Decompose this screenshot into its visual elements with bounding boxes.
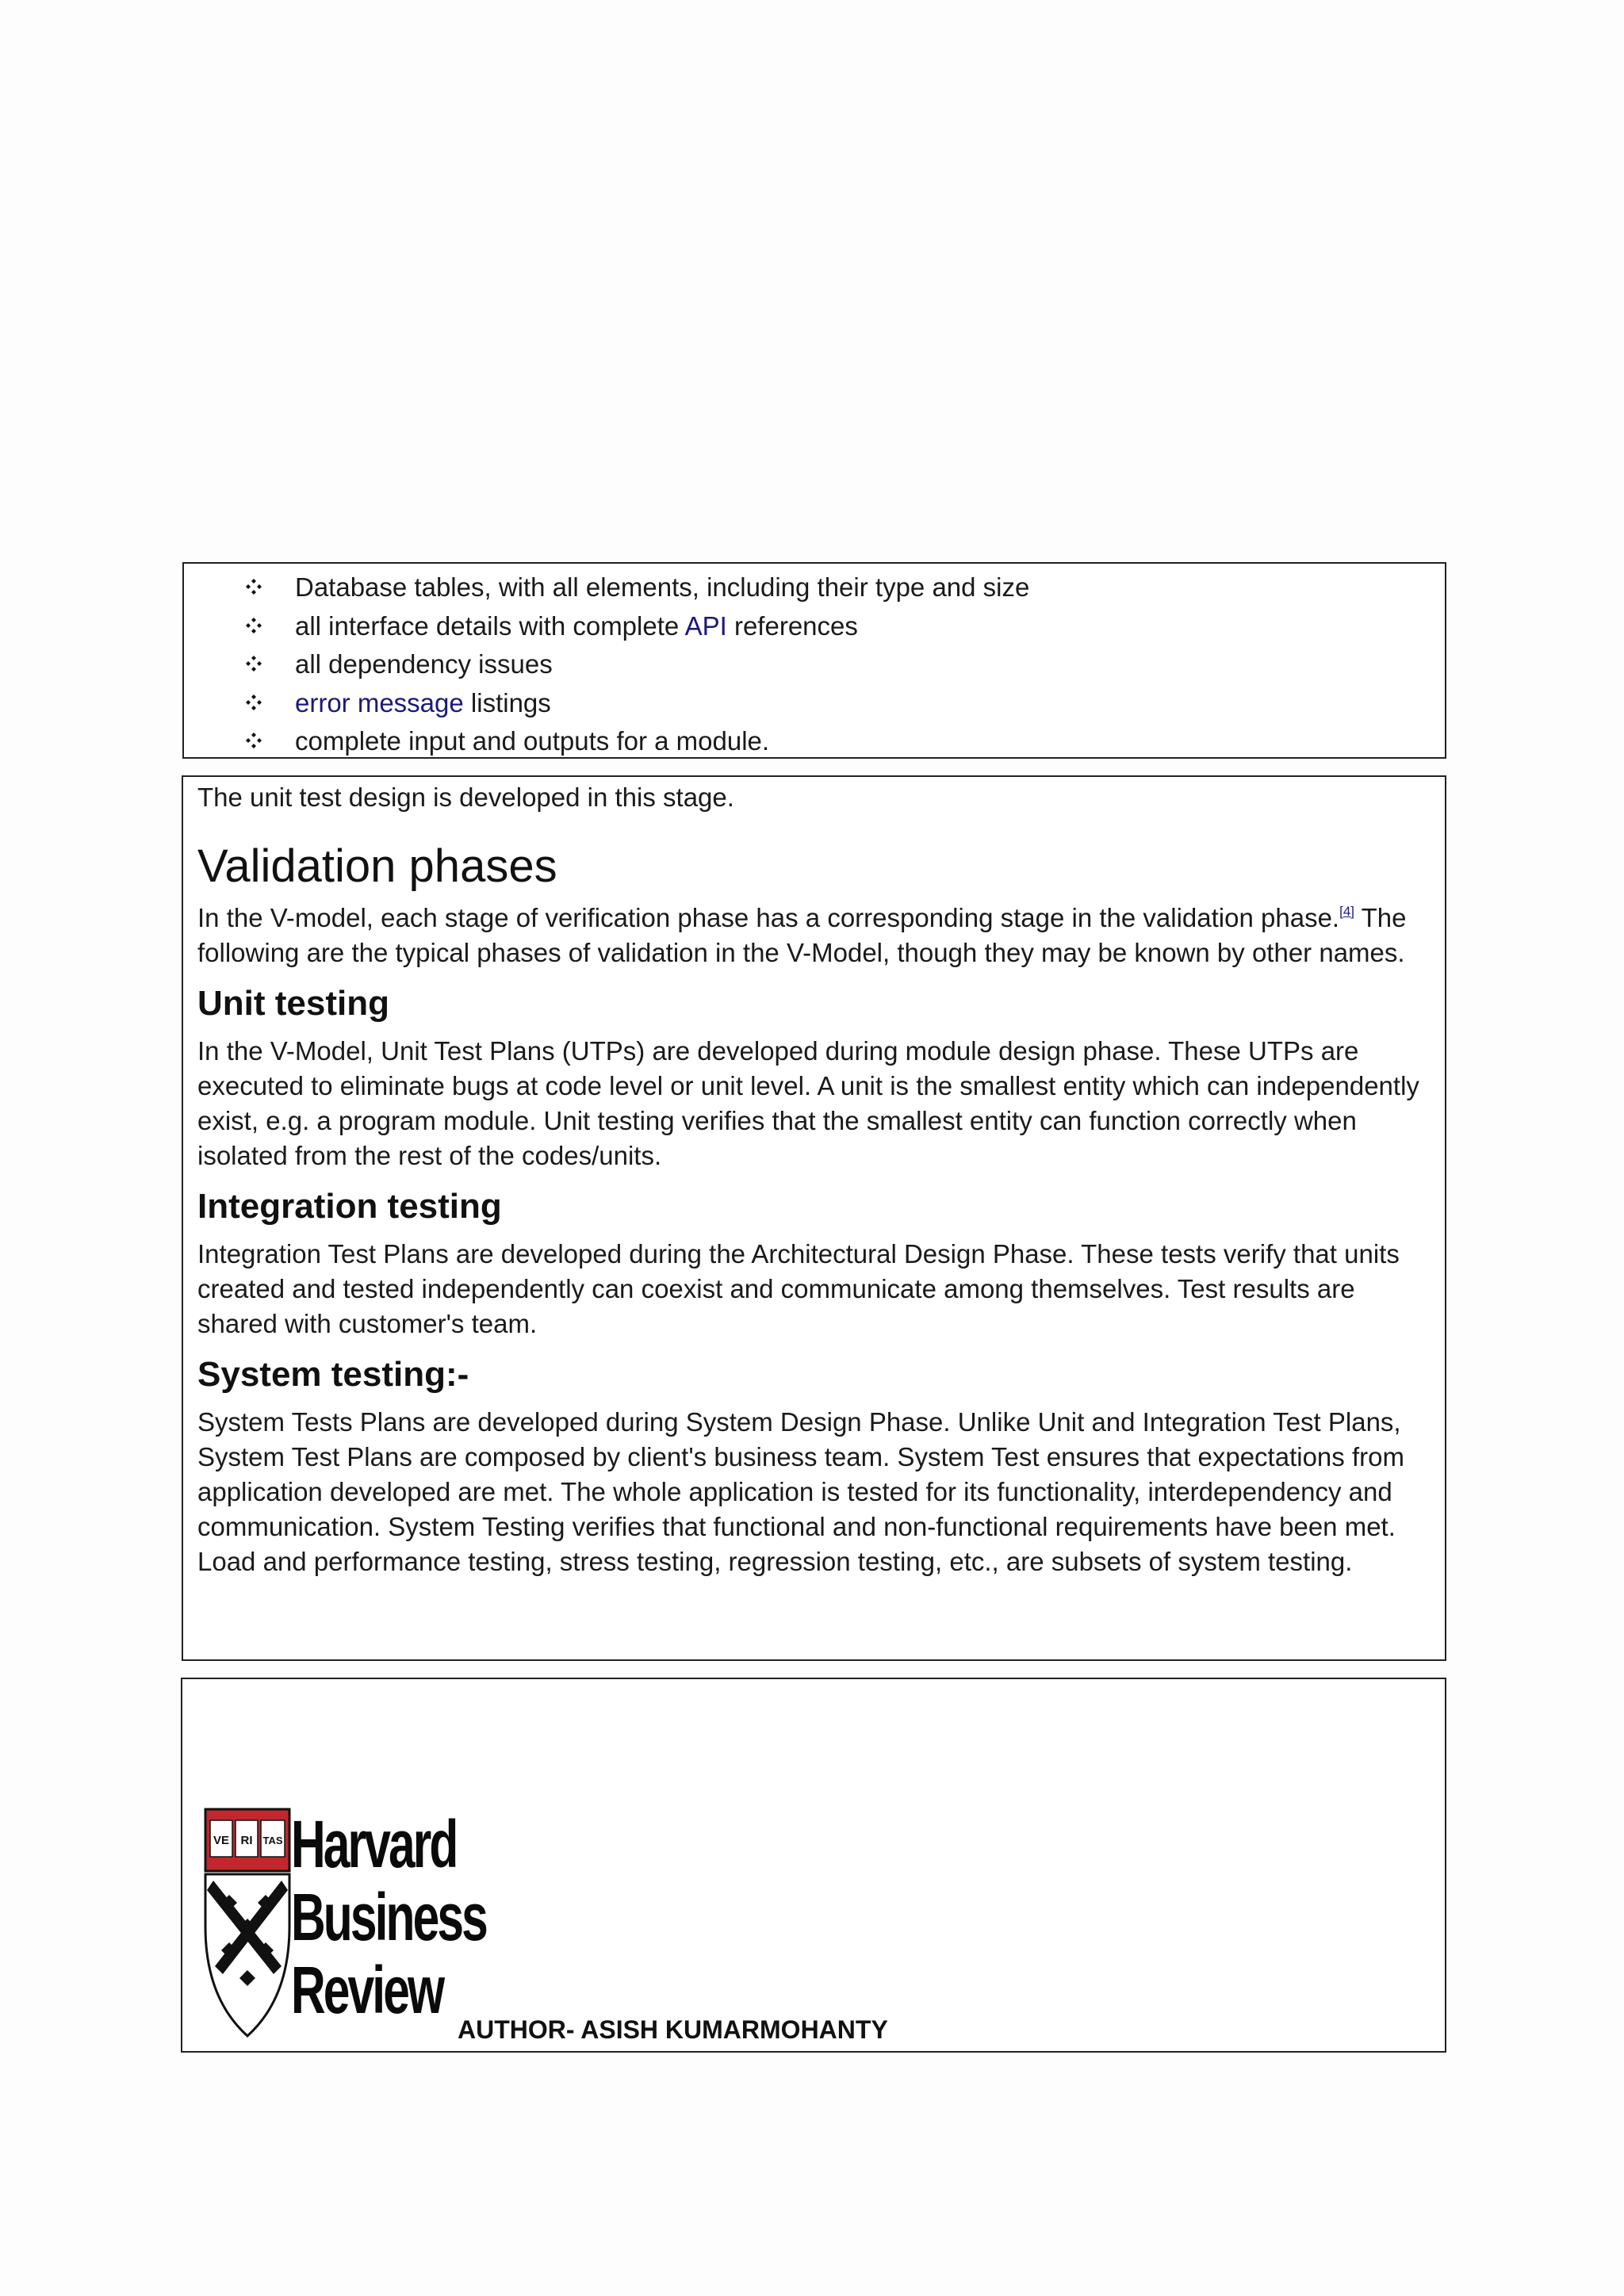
diamond-bullet-icon [246, 618, 262, 633]
logo-line: Business [291, 1880, 486, 1954]
validation-content-box [182, 775, 1446, 1661]
logo-line: Harvard [291, 1807, 457, 1881]
list-item [246, 722, 1029, 761]
validation-text-b: The following are the typical phases of validation in the V-Model, though they may be known by other names. [197, 903, 1407, 967]
list-item-text: all interface details with complete [295, 610, 685, 641]
shield-text-ve: VE [213, 1834, 230, 1847]
footer-box [181, 1678, 1446, 2053]
validation-paragraph [197, 901, 1434, 970]
veritas-shield-icon [204, 1808, 293, 2039]
diamond-bullet-icon [246, 656, 262, 672]
list-item [246, 645, 1029, 684]
list-item-text: references [726, 610, 858, 641]
list-item [246, 684, 1029, 723]
list-item [246, 607, 1029, 646]
list-item-text: listings [463, 687, 551, 718]
unit-testing-paragraph: In the V-Model, Unit Test Plans (UTPs) are developed during module design phase. These UTPs are executed to eliminate bugs at code level or unit level. A unit is the smallest entity which can independently exist, e.g. a program module. Unit testing verifies that the smallest entity can function correctly when isolated from the rest of the codes/units. [197, 1036, 1419, 1170]
validation-heading: Validation phases [197, 840, 557, 892]
list-item [246, 568, 1029, 607]
list-item-text: all dependency issues [295, 649, 553, 679]
api-link[interactable]: API [684, 610, 727, 641]
hbr-logo [204, 1807, 486, 2039]
validation-text-a: In the V-model, each stage of verification phase has a corresponding stage in the validation phase. [197, 903, 1340, 932]
integration-testing-paragraph: Integration Test Plans are developed during the Architectural Design Phase. These tests verify that units created and tested independently can coexist and communicate among themselves. Test results are shared with customer's team. [197, 1239, 1400, 1338]
hbr-wordmark [291, 1808, 486, 2026]
list-item-text: Database tables, with all elements, including their type and size [295, 572, 1030, 602]
logo-line: Review [291, 1953, 443, 2027]
list-item-text: complete input and outputs for a module. [295, 726, 770, 756]
error-message-link[interactable]: error message [295, 687, 464, 718]
diamond-bullet-icon [246, 733, 262, 748]
unit-testing-heading: Unit testing [197, 984, 389, 1023]
shield-text-tas: TAS [262, 1835, 283, 1846]
shield-text-ri: RI [240, 1834, 253, 1847]
system-testing-paragraph: System Tests Plans are developed during System Design Phase. Unlike Unit and Integration Test Plans, System Test Plans are composed by client's business team. System Test ensures that expectations from application developed are met. The whole application is tested for its functionality, interdependency and communication. System Testing verifies that functional and non-functional requirements have been met. Load and performance testing, stress testing, regression testing, etc., are subsets of system testing. [197, 1407, 1404, 1576]
content-column [197, 777, 1434, 1579]
reference-link[interactable]: [4] [1339, 904, 1354, 919]
bullet-list [246, 568, 1029, 761]
diamond-bullet-icon [246, 695, 262, 710]
requirements-list-box [182, 562, 1446, 759]
author-credit: AUTHOR- ASISH KUMARMOHANTY [458, 2015, 888, 2044]
intro-paragraph: The unit test design is developed in this stage. [197, 783, 734, 812]
diamond-bullet-icon [246, 579, 262, 595]
integration-testing-heading: Integration testing [197, 1187, 502, 1226]
system-testing-heading: System testing:- [197, 1355, 469, 1394]
